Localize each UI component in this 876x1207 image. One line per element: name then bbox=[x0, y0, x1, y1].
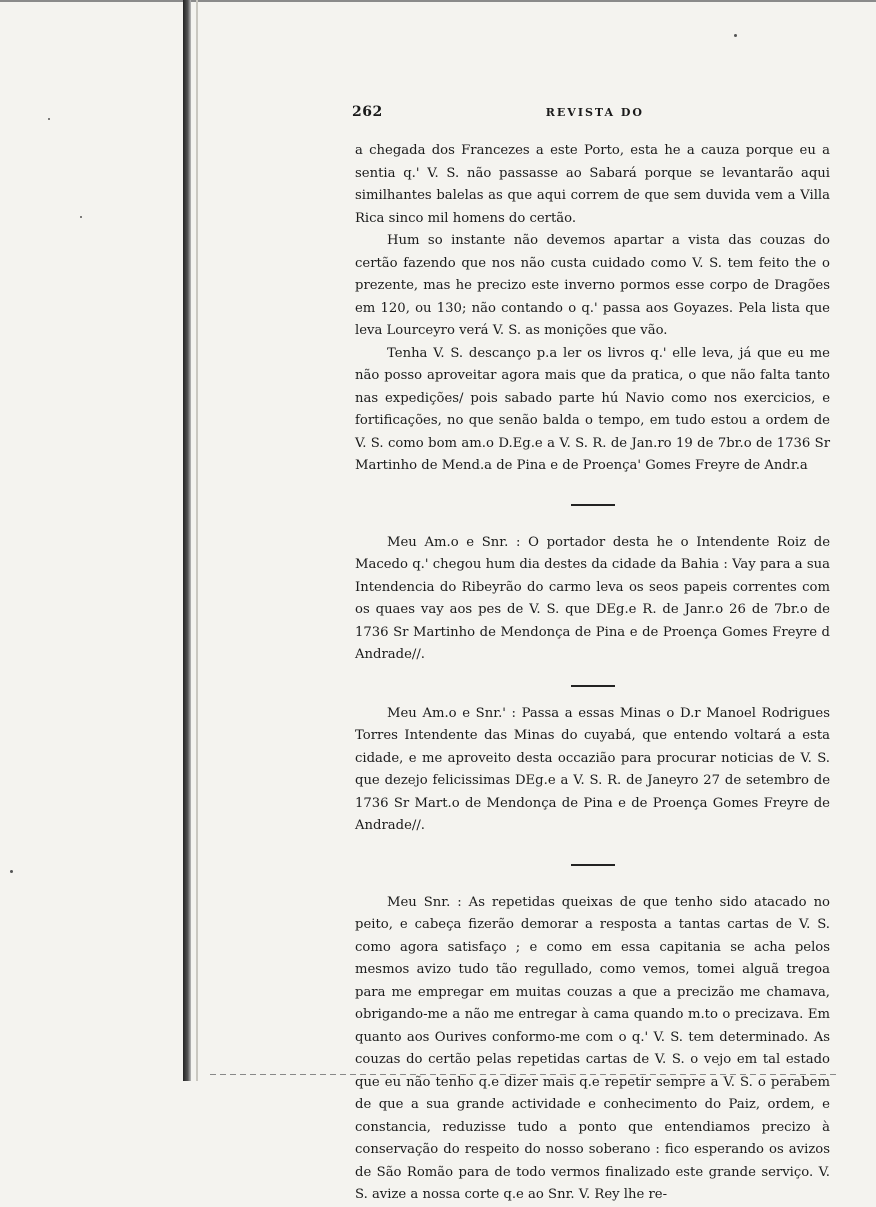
section-divider bbox=[571, 685, 615, 687]
page-header bbox=[352, 104, 832, 124]
ink-speck bbox=[48, 118, 50, 120]
page-number: 262 bbox=[352, 104, 383, 120]
ink-speck bbox=[734, 34, 737, 37]
section-divider bbox=[571, 504, 615, 506]
section-divider bbox=[571, 864, 615, 866]
scan-bottom-edge bbox=[210, 1074, 840, 1075]
letter-paragraph: Meu Am.o e Snr.' : Passa a essas Minas o D.r Manoel Rodrigues Torres Intendente das Minas do cuyabá, que entendo voltará a esta cidade, e me aproveito desta occazião para procurar noticias de V. S. que dezejo felicissimas DEg.e a V. S. R. de Janeyro 27 de setembro de 1736 Sr Mart.o de Mendonça de Pina e de Proença Gomes Freyre de Andrade//. bbox=[355, 705, 830, 833]
paragraph: a chegada dos Francezes a este Porto, esta he a cauza porque eu a sentia q.' V. S. não passasse ao Sabará porque se levantarão aqui similhantes balelas as que aqui correm de que sem duvida vem a Villa Rica sinco mil homens do certão. bbox=[355, 143, 830, 226]
ink-speck bbox=[10, 870, 13, 873]
paragraph: Tenha V. S. descanço p.a ler os livros q.' elle leva, já que eu me não posso aproveitar agora mais que da pratica, o que não falta tanto nas expedições/ pois sabado parte hú Navio como nos exercicios, e fortificações, no que senão balda o tempo, em tudo estou a ordem de V. S. como bom am.o D.Eg.e a V. S. R. de Jan.ro 19 de 7br.o de 1736 Sr Martinho de Mend.a de Pina e de Proença' Gomes Freyre de Andr.a bbox=[355, 345, 830, 473]
paragraph: Hum so instante não devemos apartar a vista das couzas do certão fazendo que nos não custa cuidado como V. S. tem feito the o prezente, mas he precizo este inverno pormos esse corpo de Dragões em 120, ou 130; não contando o q.' passa aos Goyazes. Pela lista que leva Lourceyro verá V. S. as monições que vão. bbox=[355, 233, 830, 338]
page-body bbox=[355, 140, 830, 1207]
book-gutter-line bbox=[196, 0, 198, 1081]
book-gutter-shadow bbox=[183, 0, 191, 1081]
running-title: REVISTA DO bbox=[545, 106, 644, 119]
scan-top-edge bbox=[0, 0, 876, 2]
letter-paragraph: Meu Snr. : As repetidas queixas de que tenho sido atacado no peito, e cabeça fizerão demorar a resposta a tantas cartas de V. S. como agora satisfaço ; e como em essa capitania se acha pelos mesmos avizo tudo tão regullado, como vemos, tomei alguã tregoa para me empregar em muitas couzas a que a precizão me chamava, obrigando-me a não me entregar à cama quando m.to o precizava. Em quanto aos Ourives conformo-me com o q.' V. S. tem determinado. As couzas do certão pelas repetidas cartas de V. S. o vejo em tal estado que eu não tenho q.e dizer mais q.e repetir sempre a V. S. o perabem de que a sua grande actividade e conhecimento do Paiz, ordem, e constancia, reduzisse tudo a ponto que entendiamos precizo à conservação do respeito do nosso soberano : fico esperando os avizos de São Romão para de todo vermos finalizado este grande serviço. V. S. avize a nossa corte q.e ao Snr. V. Rey lhe re- bbox=[355, 894, 830, 1202]
ink-speck bbox=[80, 216, 82, 218]
letter-paragraph: Meu Am.o e Snr. : O portador desta he o Intendente Roiz de Macedo q.' chegou hum dia destes da cidade da Bahia : Vay para a sua Intendencia do Ribeyrão do carmo leva os seos papeis correntes com os quaes vay aos pes de V. S. que DEg.e R. de Janr.o 26 de 7br.o de 1736 Sr Martinho de Mendonça de Pina e de Proença Gomes Freyre d Andrade//. bbox=[355, 534, 830, 662]
